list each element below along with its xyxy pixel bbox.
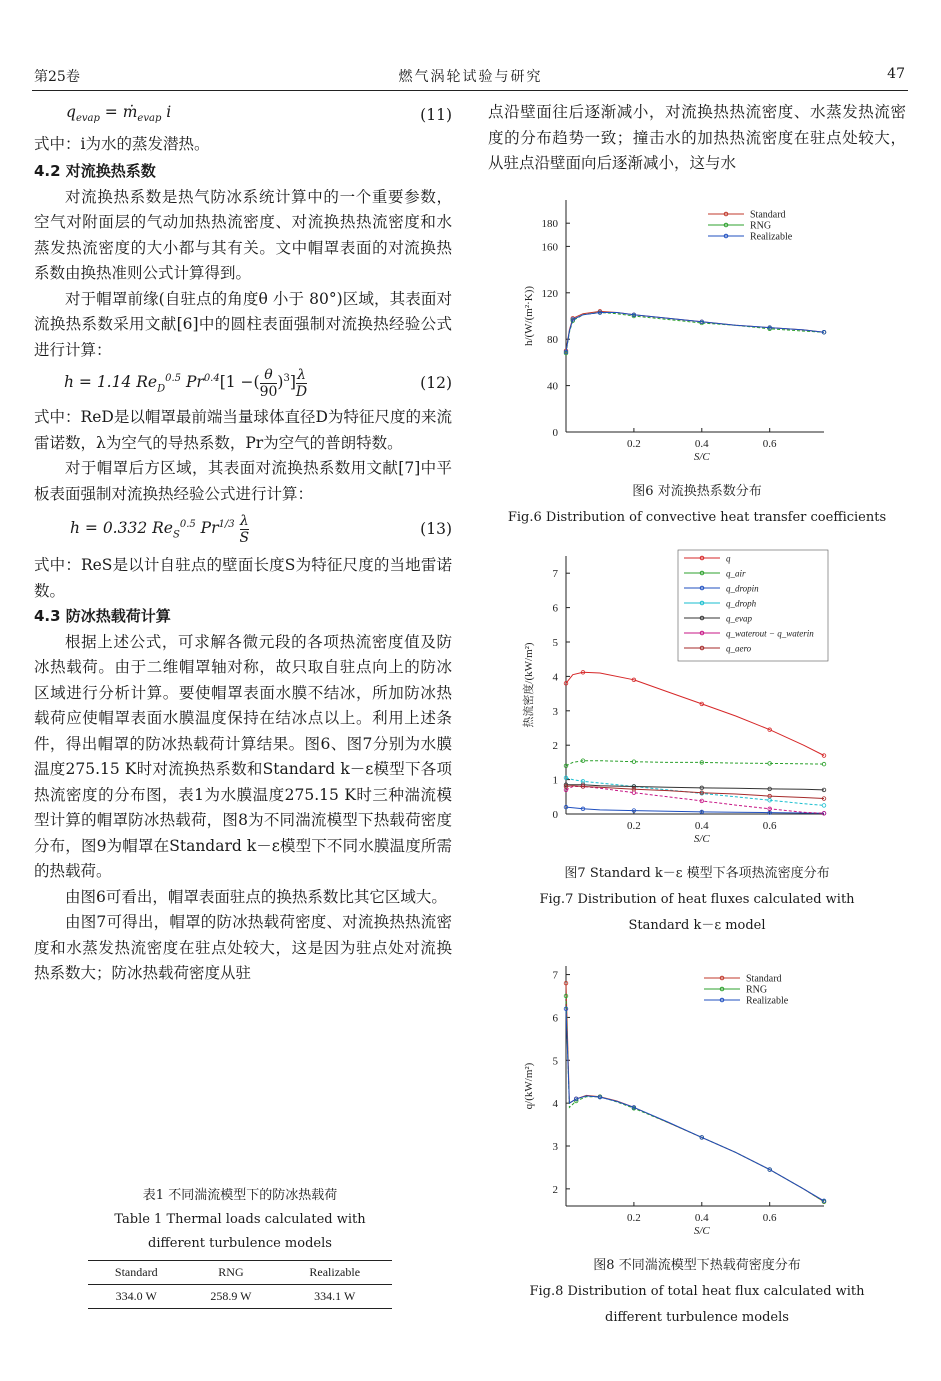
figure-7-caption-cn: 图7 Standard k－ε 模型下各项热流密度分布 [564, 866, 830, 881]
figure-6-caption-en: Fig.6 Distribution of convective heat transfer coefficients [507, 510, 887, 525]
figure-6-caption-cn: 图6 对流换热系数分布 [632, 484, 762, 499]
y-tick-label: 40 [547, 380, 558, 393]
legend-label: Realizable [750, 231, 793, 243]
y-tick-label: 0 [552, 809, 558, 821]
x-tick-label: 0.4 [694, 820, 709, 832]
eq11-definition: 式中：i为水的蒸发潜热。 [34, 134, 210, 153]
y-tick-label: 3 [552, 705, 558, 718]
x-tick-label: 0.6 [762, 1212, 777, 1224]
series-line [566, 313, 824, 354]
x-tick-label: 0.6 [762, 438, 777, 450]
legend-label: q_droph [726, 598, 757, 609]
paragraph: 由图7可得出，帽罩的防冰热载荷密度、对流换热热流密度和水蒸发热流密度在驻点处较大，这是因为驻点处对流换热系数大；防冰热载荷密度从驻 [34, 913, 452, 983]
x-tick-label: 0.2 [627, 1212, 641, 1224]
y-tick-label: 5 [552, 1055, 558, 1068]
legend-label: RNG [746, 984, 768, 996]
figure-6-chart [496, 192, 846, 474]
table-caption-en: Table 1 Thermal loads calculated with [114, 1212, 366, 1227]
table-caption-en: different turbulence models [148, 1236, 332, 1251]
y-tick-label: 4 [552, 1098, 558, 1111]
equation-13: h = 0.332 $Re_S^{0.5}$ $Pr^{1/3}$ $\frac{\lambda}{S}$ (13) [70, 512, 452, 546]
series-line [566, 1009, 824, 1201]
section-heading: 4.3 防冰热载荷计算 [34, 607, 171, 626]
equation-11: $q_{evap}$ = ṁ$_{evap}$ i (11) [34, 100, 452, 132]
table-header-row [88, 1261, 392, 1285]
y-tick-label: 6 [552, 602, 558, 615]
legend-label: Standard [750, 209, 786, 221]
legend-label: q_evap [726, 613, 752, 624]
series-line [566, 672, 824, 755]
figure-8-caption-cn: 图8 不同湍流模型下热载荷密度分布 [593, 1258, 801, 1273]
y-tick-label: 4 [552, 671, 558, 684]
x-axis-label: S/C [693, 833, 710, 845]
legend-label: q_dropin [726, 583, 759, 594]
eq11-rhs: ṁ [122, 103, 138, 121]
y-tick-label: 0 [552, 427, 558, 439]
equation-number: (13) [420, 520, 452, 539]
x-tick-label: 0.2 [627, 438, 641, 450]
y-tick-label: 180 [541, 218, 558, 231]
paragraph: 由图6可看出，帽罩表面驻点的换热系数比其它区域大。 [65, 887, 447, 906]
y-tick-label: 5 [552, 637, 558, 649]
legend-label: q_air [726, 568, 746, 579]
x-tick-label: 0.2 [627, 820, 641, 832]
eq11-lhs: q [66, 103, 76, 121]
legend-label: q_waterout − q_waterin [726, 628, 814, 639]
equation-number: (12) [420, 374, 452, 393]
figure-7-chart [496, 544, 846, 856]
legend-label: RNG [750, 220, 772, 232]
paragraph: 式中：ReD是以帽罩最前端当量球体直径D为特征尺度的来流雷诺数，λ为空气的导热系数，Pr为空气的普朗特数。 [34, 408, 452, 452]
series-line [566, 787, 824, 814]
legend-label: Standard [746, 973, 782, 985]
table-1-block [88, 1184, 392, 1309]
legend-label: q_aero [726, 643, 752, 654]
figure-8-caption-en: Fig.8 Distribution of total heat flux calculated with [529, 1284, 865, 1299]
header-volume: 第25卷 [34, 69, 80, 85]
y-tick-label: 80 [547, 334, 558, 347]
y-axis-label: q/(kW/m²) [523, 1062, 535, 1110]
paragraph: 对流换热系数是热气防冰系统计算中的一个重要参数，空气对附面层的气动加热热流密度、对流换热热流密度和水蒸发热流密度的大小都与其有关。文中帽罩表面的对流换热系数由换热准则公式计算得到。 [34, 187, 452, 283]
y-tick-label: 160 [541, 241, 558, 254]
x-tick-label: 0.4 [694, 1212, 709, 1224]
table-cell: 334.1 W [314, 1289, 356, 1303]
table-caption-cn: 表1 不同湍流模型下的防冰热载荷 [142, 1188, 338, 1203]
y-tick-label: 2 [552, 1183, 558, 1196]
header-journal: 燃气涡轮试验与研究 [398, 69, 543, 85]
section-heading: 4.2 对流换热系数 [34, 162, 156, 181]
table-1 [88, 1260, 392, 1309]
paragraph: 式中：ReS是以计自驻点的壁面长度S为特征尺度的当地雷诺数。 [34, 556, 452, 600]
paragraph: 点沿壁面往后逐渐减小，对流换热热流密度、水蒸发热流密度的分布趋势一致；撞击水的加热热流密度在驻点处较大，从驻点沿壁面向后逐渐减小，这与水 [488, 103, 906, 172]
series-line [566, 983, 824, 1202]
header-page-number: 47 [887, 66, 905, 82]
y-axis-label: 热流密度/(kW/m²) [523, 642, 535, 728]
table-cell: 334.0 W [115, 1289, 157, 1303]
y-tick-label: 7 [552, 568, 558, 581]
table-row [88, 1285, 392, 1309]
right-top-paragraph [488, 100, 906, 177]
figure-8-caption-en: different turbulence models [605, 1310, 789, 1325]
table-header-cell: Realizable [309, 1265, 361, 1279]
y-tick-label: 7 [552, 969, 558, 982]
figure-7-caption-en: Fig.7 Distribution of heat fluxes calculated with [539, 892, 855, 907]
paragraph: 对于帽罩后方区域，其表面对流换热系数用文献[7]中平板表面强制对流换热经验公式进行计算： [34, 459, 452, 503]
series-line [566, 778, 824, 806]
series-line [566, 311, 824, 350]
table-header-cell: Standard [114, 1265, 158, 1279]
series-line [566, 313, 824, 353]
x-axis-label: S/C [693, 451, 710, 463]
x-axis-label: S/C [693, 1225, 710, 1237]
table-cell: 258.9 W [210, 1289, 252, 1303]
data-point [822, 804, 826, 808]
series-line [566, 996, 824, 1202]
x-tick-label: 0.4 [694, 438, 709, 450]
y-axis-label: h/(W/(m²·K)) [523, 285, 535, 347]
figure-8-chart [496, 958, 846, 1248]
y-tick-label: 6 [552, 1012, 558, 1025]
legend-label: q [726, 553, 731, 564]
y-tick-label: 2 [552, 740, 558, 753]
data-point [822, 754, 826, 758]
y-tick-label: 120 [541, 287, 558, 300]
figure-7-caption-en: Standard k－ε model [628, 918, 766, 933]
y-tick-label: 1 [552, 774, 558, 787]
equation-12: h = 1.14 $Re_D^{0.5}$ $Pr^{0.4}[1$ −( $\frac{\theta}{90}$ )$^3$] $\frac{\lambda}{D}$ (12) [64, 366, 452, 400]
header-rule [32, 90, 908, 91]
series-line [566, 761, 824, 766]
left-column [34, 100, 452, 987]
x-tick-label: 0.6 [762, 820, 777, 832]
paragraph: 对于帽罩前缘(自驻点的角度θ 小于 80°)区域，其表面对流换热系数采用文献[6]中的圆柱表面强制对流换热经验公式进行计算： [34, 289, 452, 359]
table-header-cell: RNG [218, 1265, 244, 1279]
legend-label: Realizable [746, 995, 789, 1007]
equation-number: (11) [420, 106, 452, 125]
y-tick-label: 3 [552, 1141, 558, 1153]
paragraph: 根据上述公式，可求解各微元段的各项热流密度值及防冰热载荷。由于二维帽罩轴对称，故只取自驻点向上的防冰区域进行分析计算。要使帽罩表面水膜不结冰，所加防冰热载荷应使帽罩表面水膜温度保持在结冰点以上。利用上述条件，得出帽罩的防冰热载荷计算结果。图6、图7分别为水膜温度275.15 K时对流换热系数和Standard k－ε模型下各项热流密度的分布图，表1为水膜温度275.15 K时三种湍流模型计算的帽罩防冰热载荷，图8为不同湍流模型下热载荷密度分布，图9为帽罩在Standard k－ε模型下不同水膜温度所需的热载荷。 [34, 632, 452, 881]
